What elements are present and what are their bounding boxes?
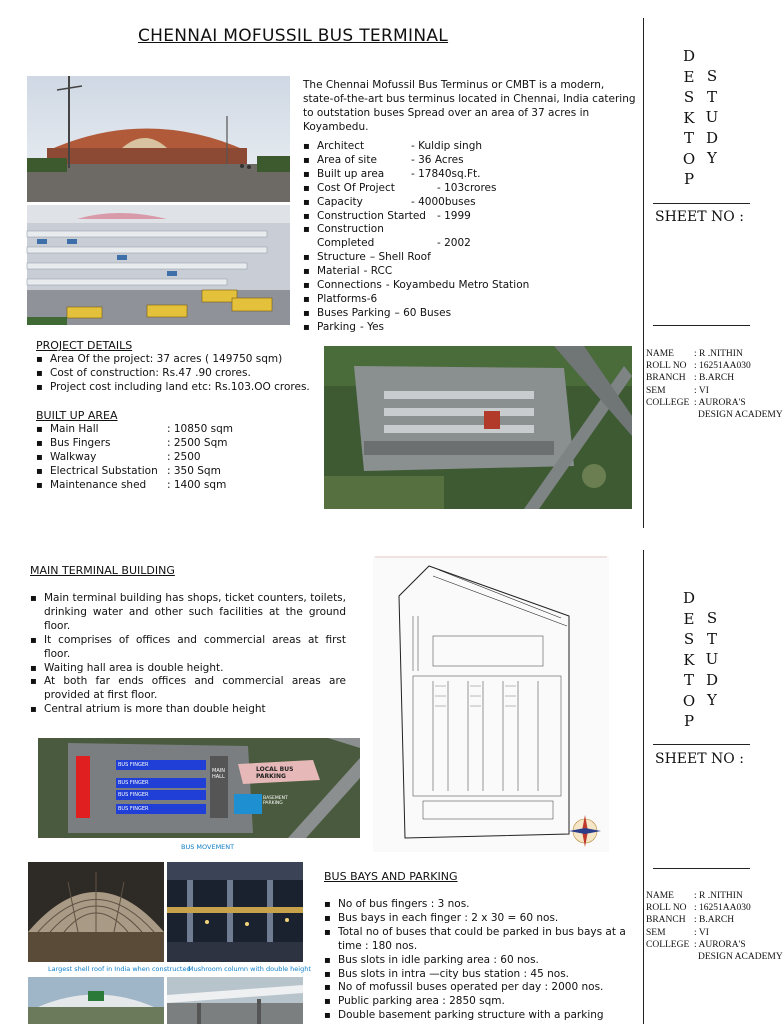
desktop-letter: E xyxy=(683,609,695,628)
fact-item xyxy=(303,307,637,321)
fact-item-value: - 1999 xyxy=(437,209,471,222)
project-detail-item: ▪ Area Of the project: 37 acres ( 149750 sqm) xyxy=(36,353,326,367)
fact-item-key: Platforms-6 xyxy=(317,292,378,305)
mushroom-column-caption: Mushroom column with double height xyxy=(188,965,311,973)
main-terminal-item: ▪ Main terminal building has shops, ticket counters, toilets, drinking water and other such facilities at the ground floor. xyxy=(30,592,346,634)
shell-roof-caption: Largest shell roof in India when constructed xyxy=(48,965,191,973)
built-up-item-value: : 350 Sqm xyxy=(167,464,221,477)
study-letter: T xyxy=(706,87,717,106)
student-info-row xyxy=(646,385,783,397)
built-up-item xyxy=(36,437,316,451)
fact-item xyxy=(303,168,637,182)
study-letter: S xyxy=(706,609,718,627)
fact-item-key: Cost Of Project xyxy=(317,181,395,194)
student-info-value: : 16251AA030 xyxy=(694,361,751,372)
student-info-row xyxy=(646,890,783,902)
student-info-value: : AURORA'S xyxy=(694,397,746,408)
desktop-letter: S xyxy=(683,630,695,648)
student-info-value: : R .NITHIN xyxy=(694,891,743,901)
sheet-2 xyxy=(0,540,783,1024)
bus-finger-label: BUS FINGER xyxy=(118,792,149,798)
student-info-row xyxy=(646,372,783,384)
fact-item-value: - Yes xyxy=(359,320,385,333)
desktop-letter: O xyxy=(682,691,696,710)
site-layout-plan xyxy=(373,556,609,852)
mushroom-column-photo xyxy=(167,862,303,962)
student-info-value: DESIGN ACADEMY xyxy=(698,952,783,963)
main-terminal-item: ▪ Central atrium is more than double height xyxy=(30,703,346,717)
student-info-key: COLLEGE xyxy=(646,939,690,950)
sheet-divider-line xyxy=(643,18,644,528)
bus-bays-item: ▪ Public parking area : 2850 sqm. xyxy=(324,995,640,1009)
fact-item-key: Area of site xyxy=(317,153,377,166)
study-letter: S xyxy=(706,67,718,85)
built-up-item-value: : 2500 Sqm xyxy=(167,436,228,449)
bus-bays-item: ▪ Bus bays in each finger : 2 x 30 = 60 nos. xyxy=(324,912,640,926)
fact-item-key: Material xyxy=(317,265,360,278)
bus-movement-caption: BUS MOVEMENT xyxy=(181,843,235,851)
bus-bays-aerial-photo xyxy=(27,205,290,325)
main-terminal-item: ▪ It comprises of offices and commercial areas at first floor. xyxy=(30,634,346,662)
built-up-item xyxy=(36,423,316,437)
fact-item-value: - 103crores xyxy=(437,181,497,194)
fact-item xyxy=(303,321,637,335)
built-up-item-key: Walkway xyxy=(50,450,97,463)
bus-bays-item: ▪ Bus slots in idle parking area : 60 nos. xyxy=(324,954,640,968)
desktop-letter: T xyxy=(683,129,694,147)
fact-item xyxy=(303,182,637,196)
student-info-row xyxy=(646,951,783,963)
fact-item xyxy=(303,140,637,154)
built-up-item xyxy=(36,479,316,493)
study-letter: Y xyxy=(707,691,717,709)
sheet-number-label: SHEET NO : xyxy=(655,209,744,225)
student-info-row xyxy=(646,902,783,914)
terminal-exterior-photo xyxy=(27,76,290,202)
entrance-photo xyxy=(28,977,164,1024)
built-up-item-key: Maintenance shed xyxy=(50,478,147,491)
desktop-letter: O xyxy=(682,149,696,168)
fact-item-value: - 2002 xyxy=(437,237,471,250)
student-info-key: SEM xyxy=(646,927,666,938)
student-info-row xyxy=(646,409,783,421)
fact-item xyxy=(303,154,637,168)
sidebar-rule xyxy=(653,744,750,745)
bus-finger-label: BUS FINGER xyxy=(118,806,149,812)
sheet-divider-line xyxy=(643,550,644,1024)
main-terminal-list xyxy=(30,592,346,717)
study-word-letters xyxy=(705,608,719,711)
main-terminal-item: ▪ Waiting hall area is double height. xyxy=(30,662,346,676)
fact-item-key: Buses Parking xyxy=(317,306,391,319)
fact-item-key: Construction Started xyxy=(317,209,426,222)
student-info-key: NAME xyxy=(646,349,674,359)
fact-item-key: Construction Completed xyxy=(317,223,384,250)
fact-item-key: Built up area xyxy=(317,167,385,180)
fact-item xyxy=(303,223,637,251)
built-up-item-value: : 1400 sqm xyxy=(167,478,227,491)
fact-item xyxy=(303,210,637,224)
desktop-letter: E xyxy=(683,67,695,86)
student-info-key: ROLL NO xyxy=(646,361,687,372)
intro-text: The Chennai Mofussil Bus Terminus or CMBT is a modern, state-of-the-art bus terminus located in Chennai, India catering to outstation buses Spread over an area of 37 acres in Koyambedu. xyxy=(303,79,636,133)
fact-item-value: - Kuldip singh xyxy=(411,140,483,152)
built-up-item xyxy=(36,465,316,479)
student-info-row xyxy=(646,939,783,951)
sidebar-rule xyxy=(653,868,750,869)
bus-bays-item: ▪ Total no of buses that could be parked in bus bays at a time : 180 nos. xyxy=(324,926,640,954)
built-up-item-key: Main Hall xyxy=(50,423,99,435)
student-info-row xyxy=(646,397,783,409)
fact-item-value: - Koyambedu Metro Station xyxy=(385,279,530,292)
student-info-key: ROLL NO xyxy=(646,903,687,914)
fact-item xyxy=(303,279,637,293)
project-details-heading: PROJECT DETAILS xyxy=(36,339,133,352)
canopy-photo xyxy=(167,977,303,1024)
desktop-letter: D xyxy=(682,47,696,65)
main-terminal-item: ▪ At both far ends offices and commercial areas are provided at first floor. xyxy=(30,675,346,703)
desktop-letter: S xyxy=(683,88,695,106)
student-info-key: BRANCH xyxy=(646,373,686,384)
bus-bays-item: ▪ Double basement parking structure with a parking xyxy=(324,1009,640,1023)
facts-list xyxy=(303,140,637,335)
desktop-letter: T xyxy=(683,671,694,689)
bus-finger-label: BUS FINGER xyxy=(118,780,149,786)
student-info-value: : VI xyxy=(694,385,709,396)
desktop-letter: D xyxy=(682,589,696,607)
sidebar-rule xyxy=(653,325,750,326)
main-terminal-heading: MAIN TERMINAL BUILDING xyxy=(30,564,175,577)
student-info-key: SEM xyxy=(646,385,666,396)
fact-item xyxy=(303,265,637,279)
bus-bays-item: ▪ Bus slots in intra —city bus station : 45 nos. xyxy=(324,968,640,982)
fact-item-value: - 17840sq.Ft. xyxy=(411,167,481,180)
student-info-value: : VI xyxy=(694,927,709,938)
built-up-item-value: : 2500 xyxy=(167,450,201,463)
fact-item-key: Parking xyxy=(317,320,356,333)
main-hall-label: MAIN HALL xyxy=(212,768,225,780)
fact-item xyxy=(303,251,637,265)
built-up-area-list xyxy=(36,423,316,493)
study-letter: D xyxy=(705,670,719,689)
local-bus-parking-label: LOCAL BUS PARKING xyxy=(256,766,294,780)
fact-item-value: - 4000buses xyxy=(411,195,476,208)
sidebar-rule xyxy=(653,203,750,204)
built-up-area-heading: BUILT UP AREA xyxy=(36,409,118,422)
desktop-word-letters xyxy=(682,588,696,732)
fact-item-value: – Shell Roof xyxy=(369,251,431,264)
bus-bays-item: ▪ No of mofussil buses operated per day : 2000 nos. xyxy=(324,981,640,995)
sheet-number-label: SHEET NO : xyxy=(655,751,744,767)
fact-item xyxy=(303,196,637,210)
student-info-row xyxy=(646,927,783,939)
study-letter: U xyxy=(705,650,719,668)
bus-finger-label: BUS FINGER xyxy=(118,762,149,768)
basement-parking-label: BASEMENT PARKING xyxy=(263,796,288,806)
desktop-letter: K xyxy=(683,650,695,669)
desktop-letter: K xyxy=(683,108,695,127)
project-details-list xyxy=(36,353,326,395)
student-info xyxy=(646,348,783,421)
desktop-letter: P xyxy=(683,712,695,730)
student-info-key: NAME xyxy=(646,891,674,901)
site-aerial-photo xyxy=(324,346,632,509)
fact-item-key: Connections xyxy=(317,279,382,292)
study-letter: U xyxy=(705,108,719,126)
built-up-item xyxy=(36,451,316,465)
study-letter: T xyxy=(706,629,717,648)
fact-item-value: - 36 Acres xyxy=(411,153,464,166)
built-up-item-key: Bus Fingers xyxy=(50,436,111,449)
fact-item-value: – 60 Buses xyxy=(394,306,452,319)
desktop-word-letters xyxy=(682,46,696,190)
student-info xyxy=(646,890,783,963)
student-info-value: : 16251AA030 xyxy=(694,903,751,914)
bus-bays-heading: BUS BAYS AND PARKING xyxy=(324,870,458,883)
fact-item-key: Structure xyxy=(317,251,366,264)
fact-item-value: - RCC xyxy=(363,265,393,278)
student-info-key: COLLEGE xyxy=(646,397,690,408)
fact-item-key: Architect xyxy=(317,140,365,152)
student-info-value: : AURORA'S xyxy=(694,939,746,950)
student-info-value: : B.ARCH xyxy=(694,373,735,384)
shell-roof-photo xyxy=(28,862,164,962)
study-letter: D xyxy=(705,128,719,147)
bus-bays-item: ▪ No of bus fingers : 3 nos. xyxy=(324,898,640,912)
desktop-letter: P xyxy=(683,170,695,188)
bus-bays-list xyxy=(324,898,640,1023)
student-info-row xyxy=(646,914,783,926)
built-up-item-value: : 10850 sqm xyxy=(167,423,233,435)
student-info-value: : B.ARCH xyxy=(694,915,735,926)
study-word-letters xyxy=(705,66,719,169)
student-info-key: BRANCH xyxy=(646,915,686,926)
student-info-row xyxy=(646,360,783,372)
intro-paragraph xyxy=(303,78,637,134)
fact-item xyxy=(303,293,637,307)
page-title: CHENNAI MOFUSSIL BUS TERMINAL xyxy=(138,26,449,46)
student-info-row xyxy=(646,348,783,360)
project-detail-item: ▪ Project cost including land etc: Rs.103.OO crores. xyxy=(36,381,326,395)
project-detail-item: ▪ Cost of construction: Rs.47 .90 crores. xyxy=(36,367,326,381)
student-info-value: DESIGN ACADEMY xyxy=(698,410,783,421)
zoning-map xyxy=(38,738,360,838)
built-up-item-key: Electrical Substation xyxy=(50,464,158,477)
study-letter: Y xyxy=(707,149,717,167)
student-info-value: : R .NITHIN xyxy=(694,349,743,359)
fact-item-key: Capacity xyxy=(317,195,363,208)
